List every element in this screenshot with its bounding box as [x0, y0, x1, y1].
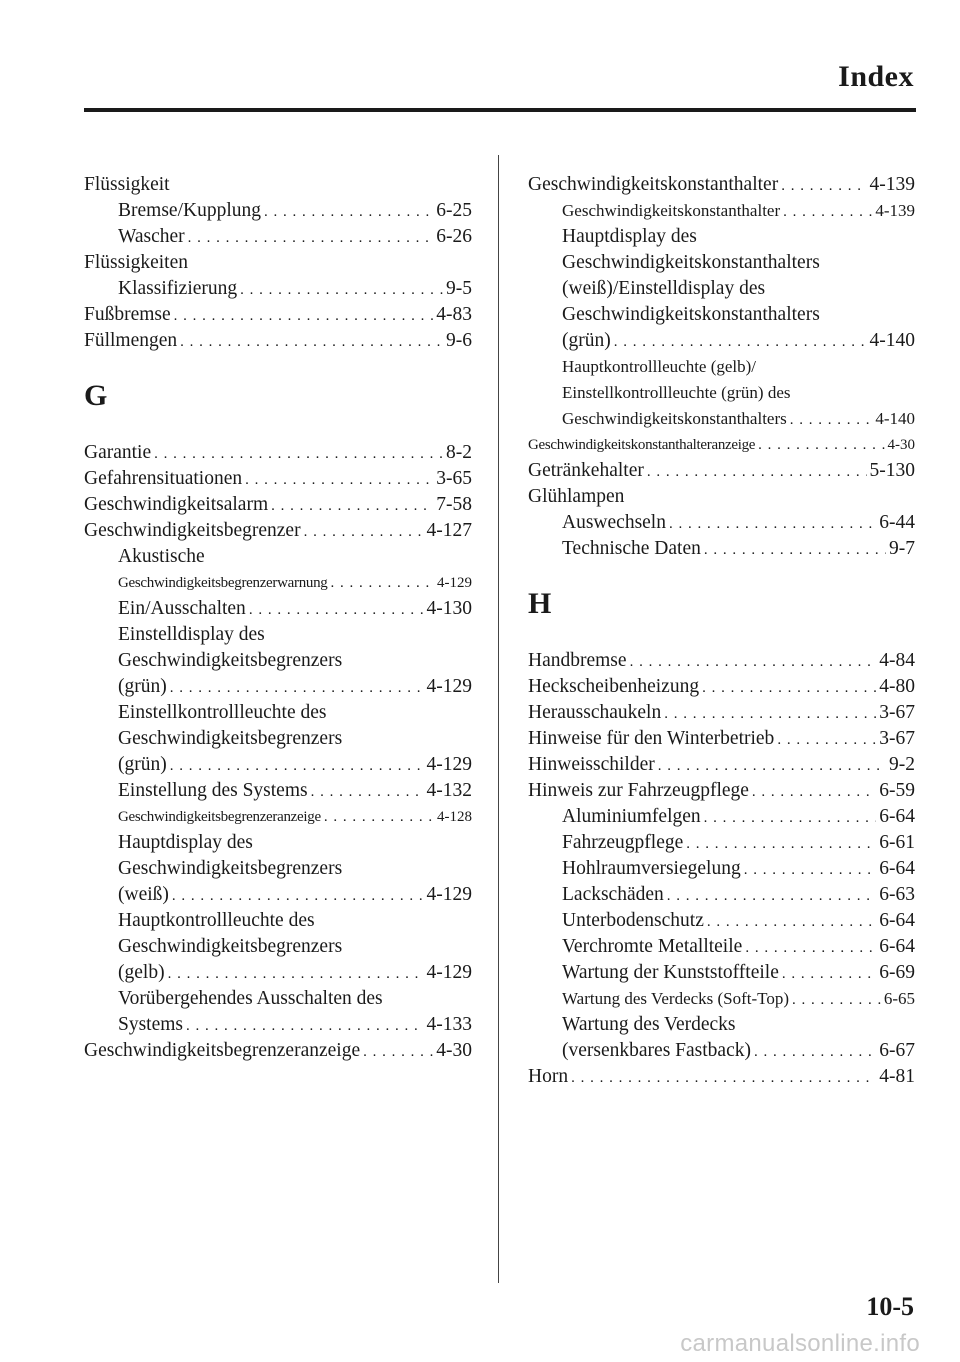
dot-leader	[744, 857, 877, 883]
index-subentry	[84, 908, 472, 934]
entry-page-ref: 7-58	[436, 494, 472, 515]
section-letter: G	[84, 379, 108, 412]
dot-leader	[647, 459, 867, 485]
entry-term: Flüssigkeit	[84, 174, 170, 195]
index-subentry	[84, 544, 472, 570]
entry-term: Geschwindigkeitskonstanthalters	[562, 409, 787, 428]
index-subentry	[84, 960, 472, 986]
entry-page-ref: 6-64	[879, 936, 915, 957]
index-entry	[528, 458, 915, 484]
entry-term: Geschwindigkeitsalarm	[84, 494, 269, 515]
dot-leader	[188, 225, 434, 251]
section-letter: H	[528, 587, 552, 620]
entry-page-ref: 6-59	[879, 780, 915, 801]
index-subentry	[528, 198, 915, 224]
entry-term: Geschwindigkeitsbegrenzerwarnung	[118, 575, 328, 591]
dot-leader	[669, 511, 876, 537]
entry-page-ref: 6-64	[879, 858, 915, 879]
index-subentry	[84, 778, 472, 804]
entry-term: Geschwindigkeitskonstanthalter	[562, 201, 781, 220]
index-entry	[528, 484, 915, 510]
dot-leader	[363, 1039, 433, 1065]
index-subentry	[84, 830, 472, 856]
entry-term: Geschwindigkeitskonstanthalter	[528, 174, 779, 195]
entry-term: Einstellkontrollleuchte des	[118, 702, 327, 723]
entry-term: Herausschaukeln	[528, 702, 662, 723]
index-entry	[528, 1064, 915, 1090]
entry-term: Flüssigkeiten	[84, 252, 189, 273]
entry-term: Getränkehalter	[528, 460, 644, 481]
entry-term: Gefahrensituationen	[84, 468, 243, 489]
entry-term: Hauptdisplay des	[562, 226, 697, 247]
entry-term: Einstellung des Systems	[118, 780, 308, 801]
entry-page-ref: 3-67	[879, 728, 915, 749]
entry-page-ref: 4-129	[426, 676, 472, 697]
index-subentry	[528, 1012, 915, 1038]
entry-term: (grün)	[118, 676, 167, 697]
entry-term: (grün)	[562, 330, 611, 351]
dot-leader	[745, 935, 876, 961]
index-subentry	[528, 328, 915, 354]
index-subentry	[84, 934, 472, 960]
index-subentry	[84, 596, 472, 622]
entry-page-ref: 4-80	[879, 676, 915, 697]
entry-term: Aluminiumfelgen	[562, 806, 701, 827]
dot-leader	[707, 909, 876, 935]
entry-term: Unterbodenschutz	[562, 910, 704, 931]
index-subentry	[84, 700, 472, 726]
entry-term: Handbremse	[528, 650, 627, 671]
index-subentry	[528, 856, 915, 882]
entry-term: Einstellkontrollleuchte (grün) des	[562, 383, 791, 402]
index-subentry	[528, 934, 915, 960]
entry-term: Verchromte Metallteile	[562, 936, 743, 957]
dot-leader	[154, 441, 443, 467]
entry-page-ref: 4-132	[426, 780, 472, 801]
index-entry	[528, 752, 915, 778]
index-subentry	[84, 224, 472, 250]
index-subentry	[528, 250, 915, 276]
index-entry	[84, 1038, 472, 1064]
index-subentry	[528, 406, 915, 432]
entry-page-ref: 6-26	[436, 226, 472, 247]
entry-page-ref: 3-67	[879, 702, 915, 723]
entry-page-ref: 4-129	[426, 754, 472, 775]
entry-term: Hinweise für den Winterbetrieb	[528, 728, 775, 749]
index-entry	[528, 778, 915, 804]
entry-term: Fußbremse	[84, 304, 171, 325]
dot-leader	[754, 1039, 876, 1065]
entry-page-ref: 4-129	[437, 575, 472, 591]
entry-term: Auswechseln	[562, 512, 666, 533]
index-subentry	[528, 830, 915, 856]
entry-page-ref: 6-25	[436, 200, 472, 221]
dot-leader	[614, 329, 867, 355]
dot-leader	[781, 173, 866, 199]
entry-term: Hauptkontrollleuchte des	[118, 910, 315, 931]
dot-leader	[271, 493, 433, 519]
entry-term: Wartung der Kunststoffteile	[562, 962, 779, 983]
entry-page-ref: 6-65	[883, 989, 915, 1008]
entry-page-ref: 4-133	[426, 1014, 472, 1035]
entry-term: Hohlraumversiegelung	[562, 858, 741, 879]
entry-term: Ein/Ausschalten	[118, 598, 246, 619]
index-entry	[528, 432, 915, 458]
dot-leader	[752, 779, 876, 805]
entry-page-ref: 4-140	[875, 409, 915, 428]
entry-term: Lackschäden	[562, 884, 664, 905]
entry-page-ref: 6-44	[879, 512, 915, 533]
index-entry	[84, 518, 472, 544]
entry-page-ref: 4-30	[436, 1040, 472, 1061]
index-column-left	[84, 172, 472, 1064]
entry-term: Geschwindigkeitsbegrenzeranzeige	[84, 1040, 361, 1061]
index-subentry	[528, 960, 915, 986]
index-subentry	[84, 726, 472, 752]
index-entry	[528, 648, 915, 674]
index-subentry	[528, 276, 915, 302]
entry-term: Technische Daten	[562, 538, 701, 559]
index-subentry	[84, 198, 472, 224]
entry-term: Einstelldisplay des	[118, 624, 265, 645]
dot-leader	[245, 467, 433, 493]
entry-term: Hauptkontrollleuchte (gelb)/	[562, 357, 757, 376]
entry-page-ref: 6-64	[879, 910, 915, 931]
entry-term: Geschwindigkeitsbegrenzers	[118, 936, 343, 957]
page-title: Index	[838, 60, 914, 93]
entry-page-ref: 6-61	[879, 832, 915, 853]
entry-page-ref: 4-140	[869, 330, 915, 351]
index-subentry	[528, 1038, 915, 1064]
index-subentry	[84, 570, 472, 596]
index-subentry	[528, 380, 915, 406]
entry-page-ref: 9-6	[446, 330, 472, 351]
dot-leader	[782, 961, 876, 987]
entry-page-ref: 4-139	[869, 174, 915, 195]
entry-term: Akustische	[118, 546, 205, 567]
entry-page-ref: 6-63	[879, 884, 915, 905]
dot-leader	[571, 1065, 876, 1091]
index-subentry	[528, 536, 915, 562]
entry-term: Wartung des Verdecks	[562, 1014, 736, 1035]
index-entry	[84, 302, 472, 328]
index-entry	[528, 726, 915, 752]
entry-term: Geschwindigkeitskonstanthalteranzeige	[528, 437, 756, 453]
dot-leader	[186, 1013, 423, 1039]
entry-term: Geschwindigkeitskonstanthalters	[562, 252, 820, 273]
dot-leader	[324, 804, 434, 830]
dot-leader	[174, 303, 434, 329]
dot-leader	[667, 883, 876, 909]
index-subentry	[528, 354, 915, 380]
dot-leader	[331, 570, 435, 596]
entry-term: Geschwindigkeitsbegrenzeranzeige	[118, 809, 321, 825]
header-rule	[84, 108, 916, 112]
index-subentry	[84, 648, 472, 674]
index-subentry	[84, 752, 472, 778]
index-entry	[84, 466, 472, 492]
entry-term: (weiß)/Einstelldisplay des	[562, 278, 766, 299]
entry-term: Hinweis zur Fahrzeugpflege	[528, 780, 749, 801]
entry-page-ref: 9-5	[446, 278, 472, 299]
column-divider	[498, 155, 499, 1283]
dot-leader	[311, 779, 424, 805]
dot-leader	[264, 199, 433, 225]
entry-term: Fahrzeugpflege	[562, 832, 684, 853]
entry-page-ref: 4-127	[426, 520, 472, 541]
dot-leader	[704, 805, 877, 831]
entry-term: Vorübergehendes Ausschalten des	[118, 988, 383, 1009]
watermark: carmanualsonline.info	[680, 1330, 920, 1357]
entry-term: Klassifizierung	[118, 278, 238, 299]
entry-page-ref: 6-69	[879, 962, 915, 983]
dot-leader	[783, 199, 872, 225]
entry-term: Geschwindigkeitskonstanthalters	[562, 304, 820, 325]
index-subentry	[84, 276, 472, 302]
entry-page-ref: 3-65	[436, 468, 472, 489]
entry-term: Geschwindigkeitsbegrenzer	[84, 520, 301, 541]
index-subentry	[528, 986, 915, 1012]
entry-term: Systems	[118, 1014, 184, 1035]
entry-page-ref: 4-81	[879, 1066, 915, 1087]
dot-leader	[630, 649, 877, 675]
entry-term: (grün)	[118, 754, 167, 775]
dot-leader	[249, 597, 424, 623]
index-entry	[84, 328, 472, 354]
entry-page-ref: 4-129	[426, 962, 472, 983]
entry-page-ref: 4-83	[436, 304, 472, 325]
entry-page-ref: 9-2	[889, 754, 915, 775]
entry-term: Geschwindigkeitsbegrenzers	[118, 728, 343, 749]
entry-term: Glühlampen	[528, 486, 625, 507]
index-subentry	[528, 882, 915, 908]
entry-term: Wartung des Verdecks (Soft-Top)	[562, 989, 790, 1008]
dot-leader	[792, 987, 881, 1013]
index-entry	[528, 674, 915, 700]
index-subentry	[84, 882, 472, 908]
dot-leader	[686, 831, 876, 857]
index-subentry	[528, 224, 915, 250]
index-subentry	[84, 986, 472, 1012]
dot-leader	[168, 961, 424, 987]
dot-leader	[170, 753, 424, 779]
entry-page-ref: 4-129	[426, 884, 472, 905]
dot-leader	[172, 883, 424, 909]
dot-leader	[758, 432, 884, 458]
dot-leader	[777, 727, 876, 753]
dot-leader	[240, 277, 443, 303]
entry-term: Geschwindigkeitsbegrenzers	[118, 858, 343, 879]
entry-term: Hauptdisplay des	[118, 832, 253, 853]
index-subentry	[84, 622, 472, 648]
index-entry	[84, 440, 472, 466]
entry-term: Heckscheibenheizung	[528, 676, 700, 697]
entry-page-ref: 6-67	[879, 1040, 915, 1061]
entry-term: Hinweisschilder	[528, 754, 655, 775]
dot-leader	[170, 675, 424, 701]
dot-leader	[304, 519, 424, 545]
entry-page-ref: 8-2	[446, 442, 472, 463]
entry-term: Geschwindigkeitsbegrenzers	[118, 650, 343, 671]
entry-term: Wascher	[118, 226, 185, 247]
entry-term: (weiß)	[118, 884, 169, 905]
entry-page-ref: 4-139	[875, 201, 915, 220]
entry-term: (gelb)	[118, 962, 165, 983]
entry-term: Horn	[528, 1066, 569, 1087]
dot-leader	[180, 329, 443, 355]
index-entry	[528, 172, 915, 198]
entry-page-ref: 5-130	[869, 460, 915, 481]
entry-term: Bremse/Kupplung	[118, 200, 261, 221]
page-number: 10-5	[866, 1292, 914, 1321]
index-entry	[84, 492, 472, 518]
entry-page-ref: 4-30	[887, 437, 915, 453]
index-subentry	[84, 856, 472, 882]
entry-term: Garantie	[84, 442, 152, 463]
dot-leader	[664, 701, 876, 727]
entry-page-ref: 4-84	[879, 650, 915, 671]
index-entry	[528, 700, 915, 726]
index-subentry	[528, 804, 915, 830]
dot-leader	[704, 537, 886, 563]
index-subentry	[84, 804, 472, 830]
dot-leader	[702, 675, 876, 701]
entry-page-ref: 9-7	[889, 538, 915, 559]
entry-term: Füllmengen	[84, 330, 178, 351]
index-subentry	[84, 1012, 472, 1038]
index-entry	[84, 172, 472, 198]
entry-page-ref: 4-130	[426, 598, 472, 619]
index-subentry	[528, 510, 915, 536]
entry-page-ref: 4-128	[437, 809, 472, 825]
entry-term: (versenkbares Fastback)	[562, 1040, 751, 1061]
index-entry	[84, 250, 472, 276]
entry-page-ref: 6-64	[879, 806, 915, 827]
index-column-right	[528, 172, 915, 1090]
dot-leader	[658, 753, 886, 779]
index-subentry	[528, 908, 915, 934]
index-subentry	[528, 302, 915, 328]
index-subentry	[84, 674, 472, 700]
dot-leader	[790, 407, 873, 433]
